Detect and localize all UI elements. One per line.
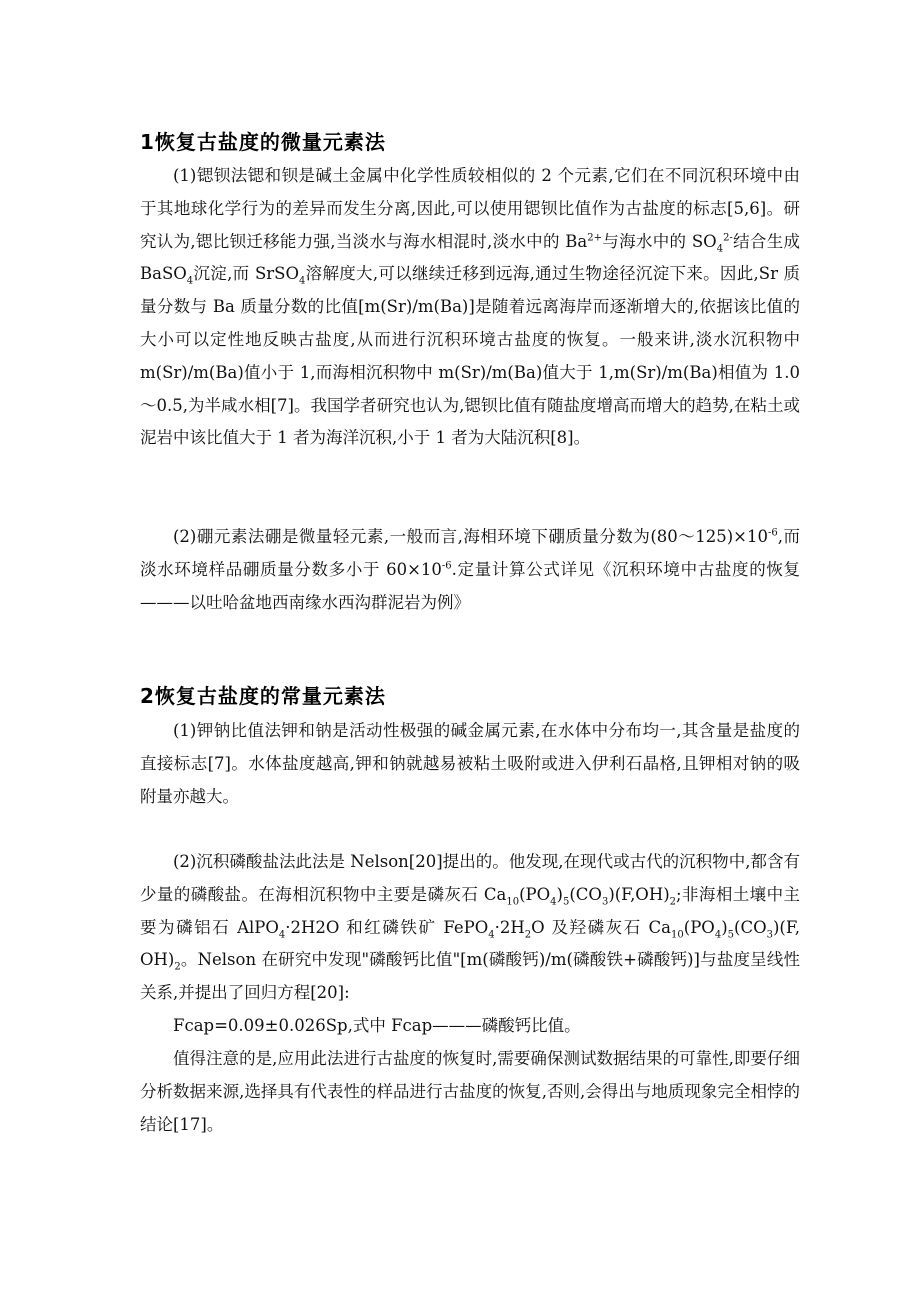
section-1-paragraph-1: (1)锶钡法锶和钡是碱土金属中化学性质较相似的 2 个元素,它们在不同沉积环境中由于其地球化学行为的差异而发生分离,因此,可以使用锶钡比值作为古盐度的标志[5,6]。研究认为,锶比钡迁移能力强,当淡水与海水相混时,淡水中的 $Ba^{2+}$与海水中的 $SO_4^{2-}$结合生成 BaSO$_4$沉淀,而 SrSO$_4$溶解度大,可以继续迁移到远海,通过生物途径沉淀下来。因此,Sr 质量分数与 Ba 质量分数的比值[m(Sr)/m(Ba)]是随着远离海岸而逐渐增大的,依据该比值的大小可以定性地反映古盐度,从而进行沉积环境古盐度的恢复。一般来讲,淡水沉积物中 m(Sr)/m(Ba)值小于 1,而海相沉积物中 m(Sr)/m(Ba)值大于 1,m(Sr)/m(Ba)相值为 1.0～0.5,为半咸水相[7]。我国学者研究也认为,锶钡比值有随盐度增高而增大的趋势,在粘土或泥岩中该比值大于 1 者为海洋沉积,小于 1 者为大陆沉积[8]。 (140, 166, 801, 448)
section-2-paragraph-1: (1)钾钠比值法钾和钠是活动性极强的碱金属元素,在水体中分布均一,其含量是盐度的直接标志[7]。水体盐度越高,钾和钠就越易被粘土吸附或进入伊利石晶格,且钾相对钠的吸附量亦越大。 (140, 721, 800, 806)
formula-line: Fcap=0.09±0.026Sp,式中 Fcap———磷酸钙比值。 (173, 1016, 581, 1035)
section-2-paragraph-2: (2)沉积磷酸盐法此法是 Nelson[20]提出的。他发现,在现代或古代的沉积物中,都含有少量的磷酸盐。在海相沉积物中主要是磷灰石 $Ca_{10}(PO_4)_5(CO_3)(F,OH)_2$;非海相土壤中主要为磷铝石 AlPO$_4$·2H2O 和红磷铁矿 $FePO_4\cdot 2H_2O$ 及羟磷灰石 $Ca_{10}(PO_4)_5(CO_3)(F$, $OH)_2$。Nelson 在研究中发现"磷酸钙比值"[m(磷酸钙)/m(磷酸铁+磷酸钙)]与盐度呈线性关系,并提出了回归方程[20]: (140, 852, 800, 1003)
section-2-heading: 2恢复古盐度的常量元素法 (140, 684, 386, 708)
section-1-heading: 1恢复古盐度的微量元素法 (140, 130, 386, 154)
section-1-paragraph-2: (2)硼元素法硼是微量轻元素,一般而言,海相环境下硼质量分数为$(80\sim 125)\times 10^{-6}$,而淡水环境样品硼质量分数多小于 $60\times 10^{-6}$.定量计算公式详见《沉积环境中古盐度的恢复———以吐哈盆地西南缘水西沟群泥岩为例》 (140, 527, 801, 612)
section-2-paragraph-3: 值得注意的是,应用此法进行古盐度的恢复时,需要确保测试数据结果的可靠性,即要仔细分析数据来源,选择具有代表性的样品进行古盐度的恢复,否则,会得出与地质现象完全相悖的结论[17]。 (140, 1049, 800, 1134)
